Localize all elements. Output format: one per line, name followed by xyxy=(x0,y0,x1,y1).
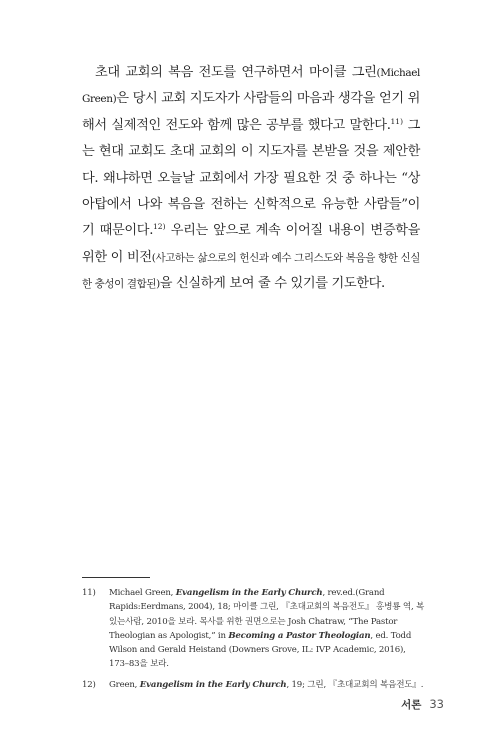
footnote-text: Green, xyxy=(109,679,140,690)
body-text-4: 우리는 앞으로 계속 이어질 내용이 변증학을 위한 이 비전 xyxy=(82,223,420,265)
running-head: 서론 xyxy=(401,699,422,711)
footnote-book-title: Evangelism in the Early Church xyxy=(175,588,323,598)
footnote-number: 11) xyxy=(82,588,96,598)
body-text-parenthetical: (사고하는 삶으로의 헌신과 예수 그리스도와 복음을 향한 신실한 충성이 결합된) xyxy=(82,251,420,291)
body-text-5: 을 신실하게 보여 줄 수 있기를 기도한다. xyxy=(159,276,385,292)
body-text-3: 그는 현대 교회도 초대 교회의 이 지도자를 본받을 것을 제안한다. 왜냐하면 오늘날 교회에서 가장 필요한 것 중 하나는 “상아탑에서 나와 복음을 전하는 신학적으로 유능한 사람들”이기 때문이다. xyxy=(82,117,420,239)
footnote-divider xyxy=(82,577,150,578)
body-text-2: 은 당시 교회 지도자가 사람들의 마음과 생각을 얻기 위해서 실제적인 전도와 함께 많은 공부를 했다고 말한다. xyxy=(82,91,420,133)
footnote-book-title: Evangelism in the Early Church xyxy=(139,679,287,690)
body-paragraph xyxy=(82,60,420,298)
footnotes xyxy=(82,586,427,698)
footnote-book-title: Becoming a Pastor Theologian xyxy=(228,630,371,641)
footnote-text: , 19; 그린, 『초대교회의 복음전도』. xyxy=(286,679,424,690)
footnote-11 xyxy=(82,586,427,672)
footnote-number: 12) xyxy=(82,679,96,690)
body-text-1: 초대 교회의 복음 전도를 연구하면서 마이클 그린 xyxy=(95,65,377,80)
footnote-text: , rev.ed.(Grand Rapids:Eerdmans, 2004), 18; 마이클 그린, 『초대교회의 복음전도』 홍병룡 역, 복있는사람, 2010을 보라. 목사를 위한 권면으로는 Josh Chatraw, “The Pastor Theologian as Apologist,” in xyxy=(109,588,425,641)
footnote-text: Michael Green, xyxy=(109,588,176,598)
page-number: 33 xyxy=(429,697,444,711)
body-text-michael-green: (Michael Green) xyxy=(82,67,420,106)
footnote-text: , ed. Todd Wilson and Gerald Heistand (Downers Grove, IL: IVP Academic, 2016), 173–83을 보라. xyxy=(109,630,412,670)
footnote-ref-12[interactable]: 12) xyxy=(153,222,166,232)
page-footer xyxy=(401,697,444,712)
footnote-ref-11[interactable]: 11) xyxy=(390,116,404,126)
footnote-12 xyxy=(82,678,427,692)
